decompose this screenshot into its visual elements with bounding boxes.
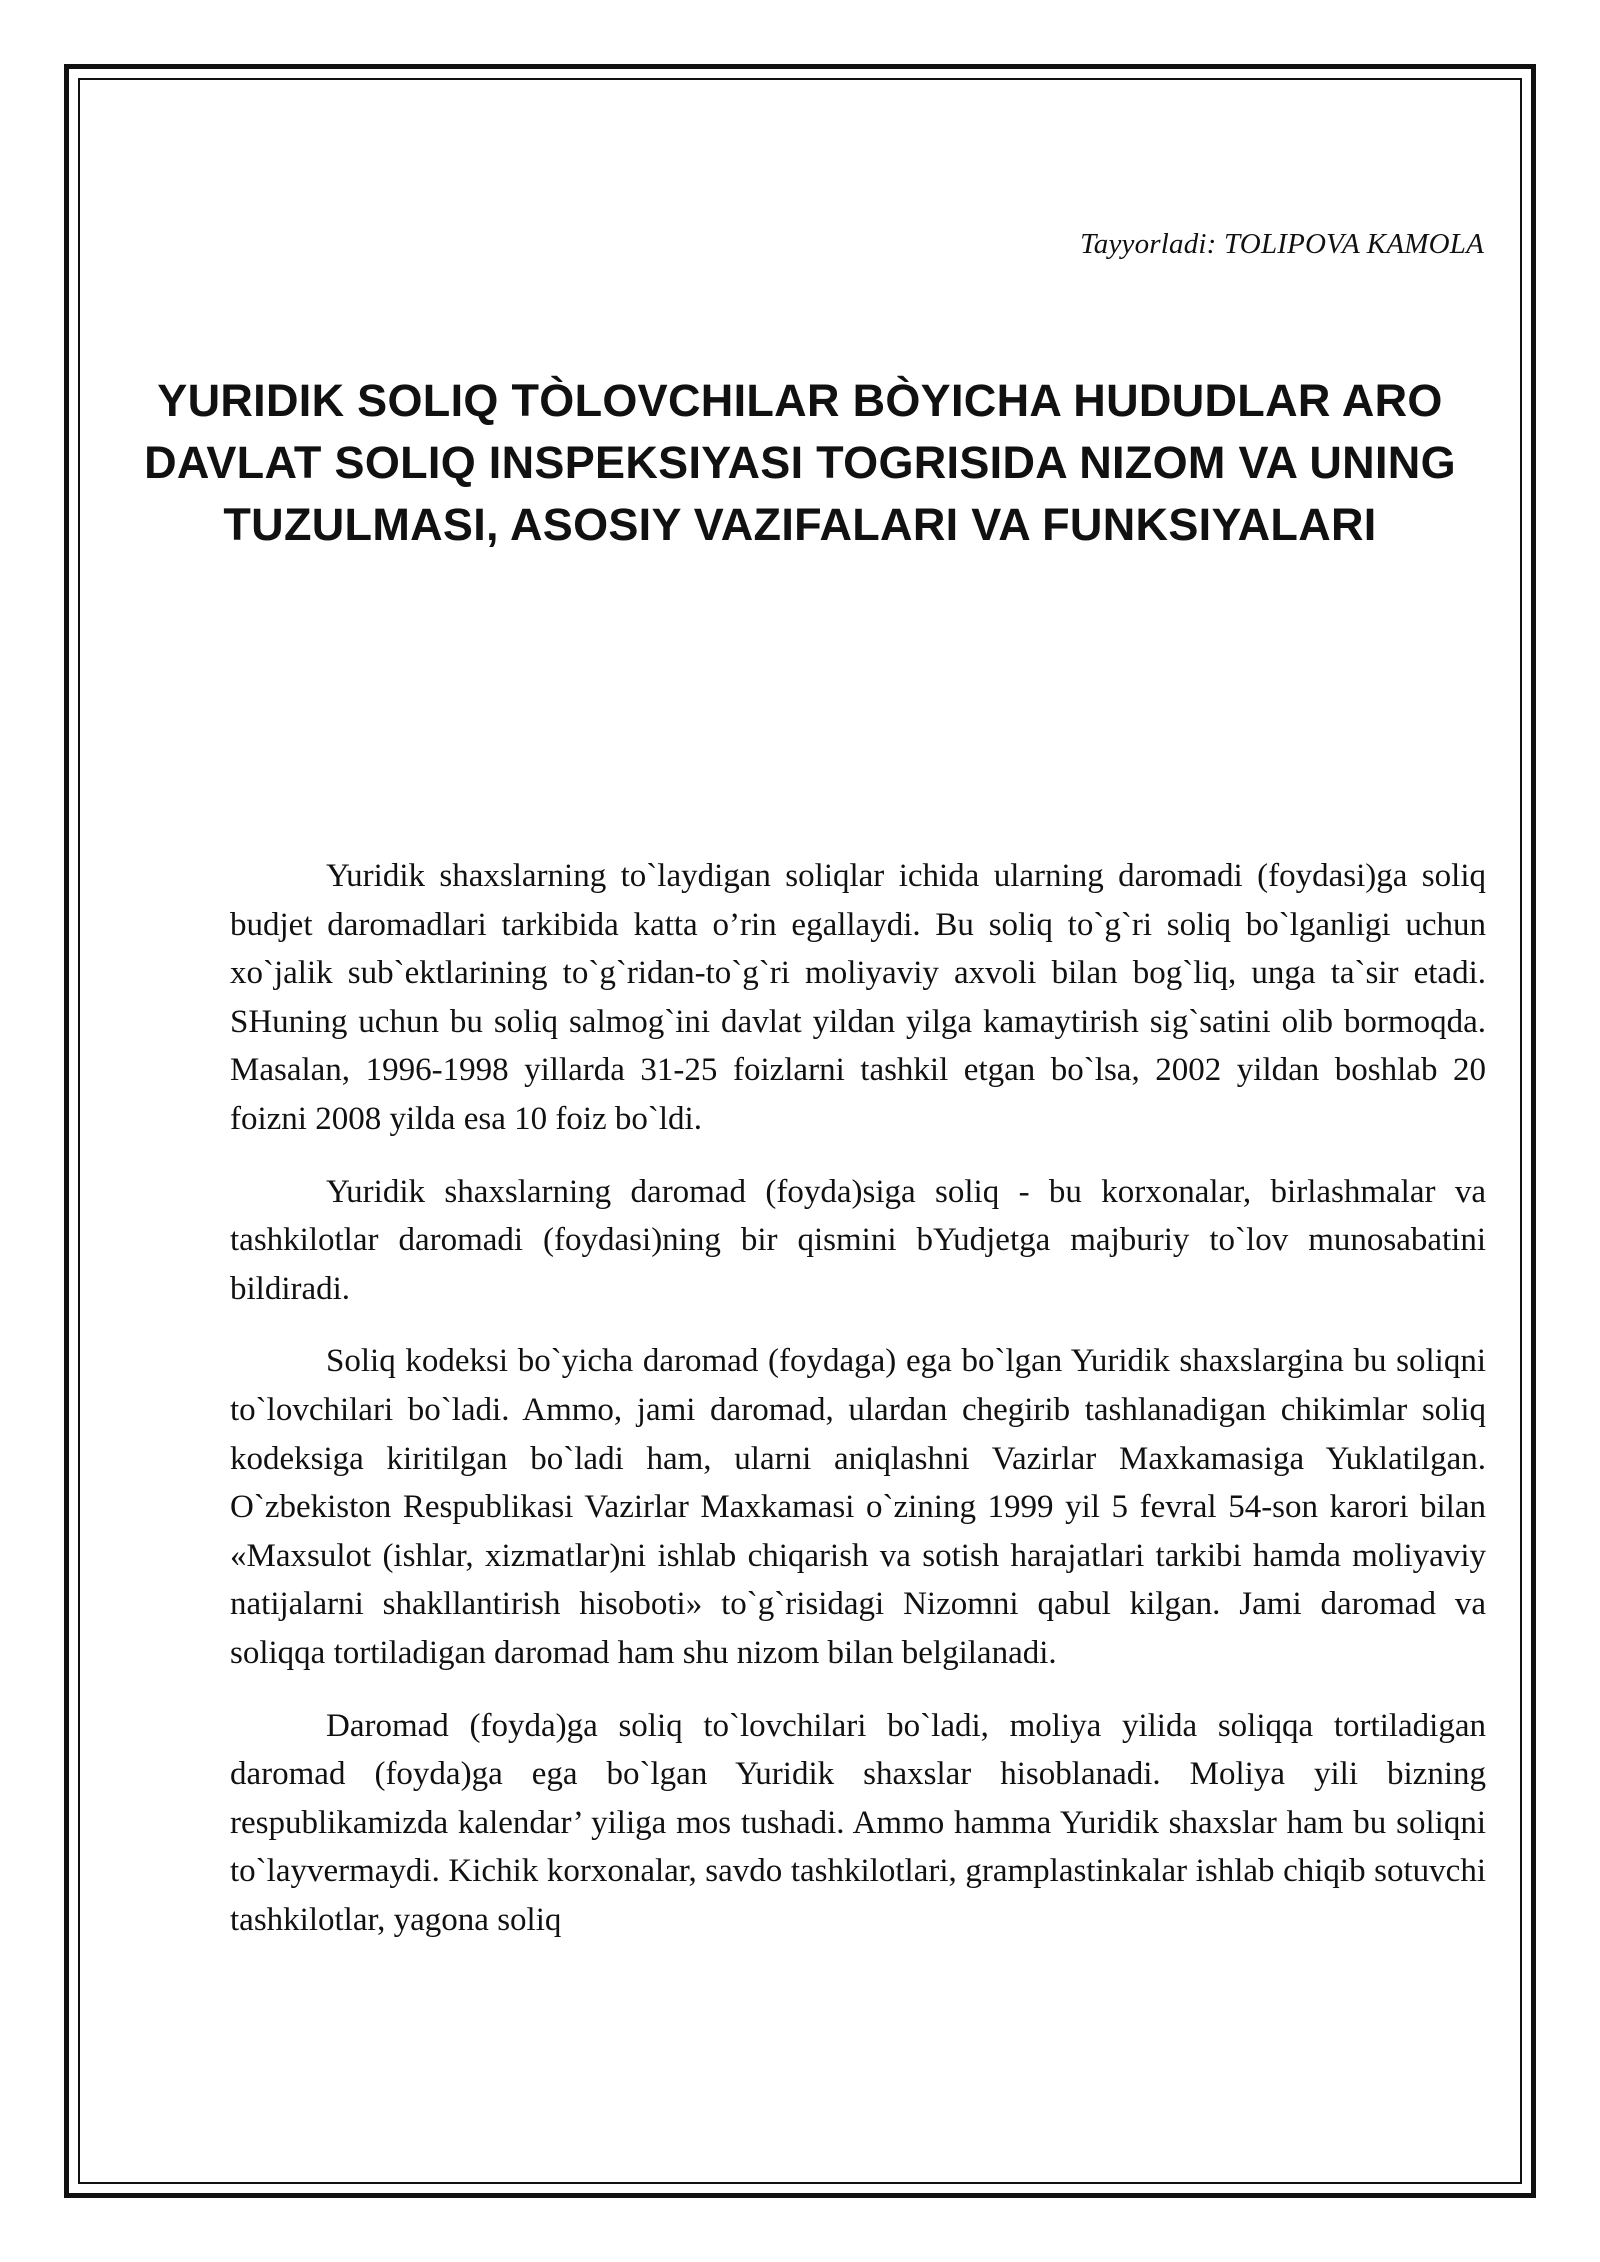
paragraph-2: Yuridik shaxslarning daromad (foyda)siga soliq - bu korxonalar, birlashmalar va tashkilotlar daromadi (foydasi)ning bir qismini bYudjetga majburiy to`lov munosabatini bildiradi. — [230, 1173, 1486, 1307]
paragraph-3: Soliq kodeksi bo`yicha daromad (foydaga) ega bo`lgan Yuridik shaxslargina bu soliqni to`lovchilari bo`ladi. Ammo, jami daromad, ulardan chegirib tashlanadigan chikimlar soliq kodeksiga kiritilgan bo`ladi ham, ularni aniqlashni Vazirlar Maxkamasiga Yuklatilgan. O`zbekiston Respublikasi Vazirlar Maxkamasi o`zining 1999 yil 5 fevral 54-son karori bilan «Maxsulot (ishlar, xizmatlar)ni ishlab chiqarish va sotish harajatlari tarkibi hamda moliyaviy natijalarni shakllantirish hisoboti» to`g`risidagi Nizomni qabul kilgan. Jami daromad va soliqqa tortiladigan daromad ham shu nizom bilan belgilanadi. — [230, 1343, 1486, 1671]
document-body — [230, 852, 1486, 1968]
paragraph-4: Daromad (foyda)ga soliq to`lovchilari bo`ladi, moliya yilida soliqqa tortiladigan daromad (foyda)ga ega bo`lgan Yuridik shaxslar hisoblanadi. Moliya yili bizning respublikamizda kalendar’ yiliga mos tushadi. Ammo hamma Yuridik shaxslar ham bu soliqni to`layvermaydi. Kichik korxonalar, savdo tashkilotlari, gramplastinkalar ishlab chiqib sotuvchi tashkilotlar, yagona soliq — [230, 1707, 1486, 1938]
document-title: YURIDIK SOLIQ TÒLOVCHILAR BÒYICHA HUDUDLAR ARO DAVLAT SOLIQ INSPEKSIYASI TOGRISIDA NIZOM VA UNING TUZULMASI, ASOSIY VAZIFALARI VA FUNKSIYALARI — [144, 375, 1456, 550]
prepared-by: Tayyorladi: TOLIPOVA KAMOLA — [1080, 228, 1484, 260]
paragraph-1: Yuridik shaxslarning to`laydigan soliqlar ichida ularning daromadi (foydasi)ga soliq budjet daromadlari tarkibida katta o’rin egallaydi. Bu soliq to`g`ri soliq bo`lganligi uchun xo`jalik sub`ektlarining to`g`ridan-to`g`ri moliyaviy axvoli bilan bog`liq, unga ta`sir etadi. SHuning uchun bu soliq salmog`ini davlat yildan yilga kamaytirish sig`satini olib bormoqda. Masalan, 1996-1998 yillarda 31-25 foizlarni tashkil etgan bo`lsa, 2002 yildan boshlab 20 foizni 2008 yilda esa 10 foiz bo`ldi. — [230, 858, 1486, 1137]
